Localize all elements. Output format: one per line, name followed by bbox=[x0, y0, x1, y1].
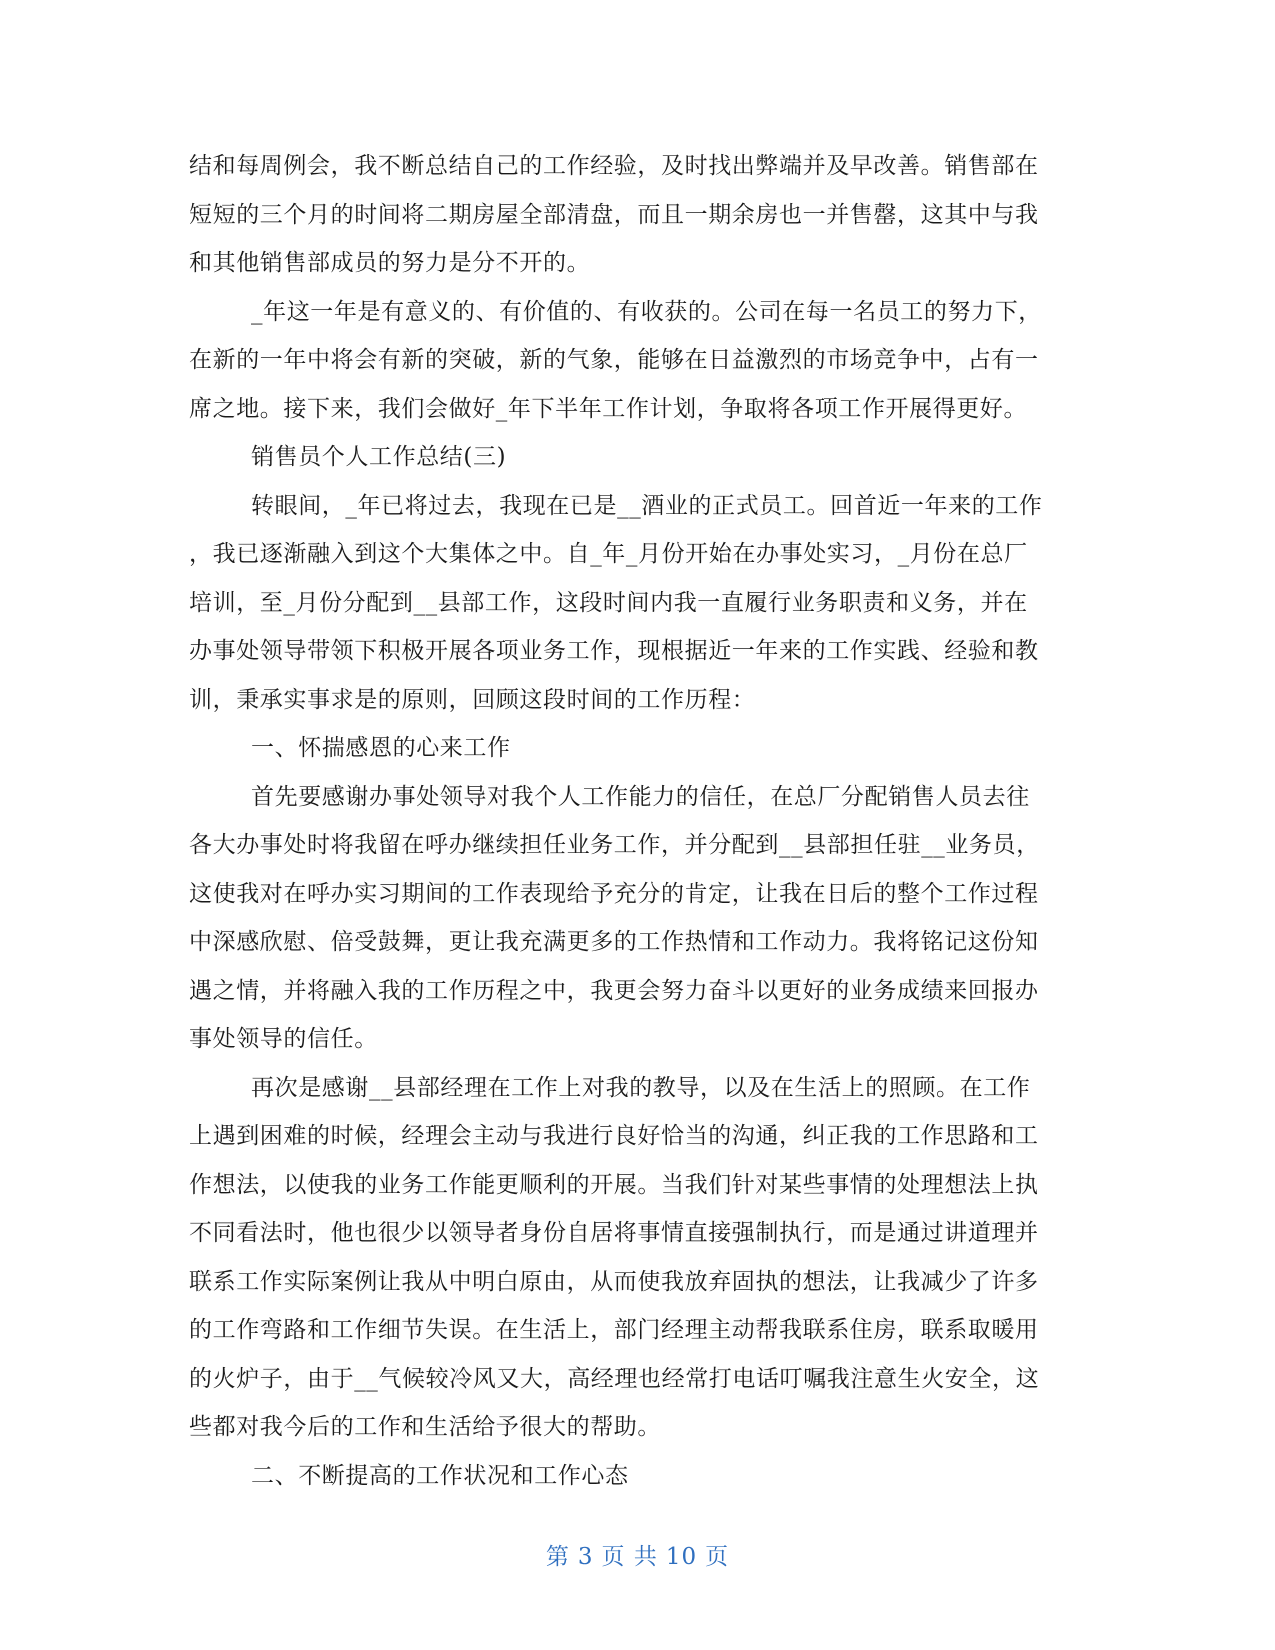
text-line: _年这一年是有意义的、有价值的、有收获的。公司在每一名员工的努力下， bbox=[251, 298, 1042, 325]
footer-current-page: 3 bbox=[577, 1544, 594, 1570]
text-line: 作想法，以使我的业务工作能更顺利的开展。当我们针对某些事情的处理想法上执 bbox=[189, 1171, 1039, 1198]
text-line: 的工作弯路和工作细节失误。在生活上，部门经理主动帮我联系住房，联系取暖用 bbox=[189, 1317, 1039, 1343]
text-line: 些都对我今后的工作和生活给予很大的帮助。 bbox=[189, 1414, 661, 1440]
footer-prefix: 第 bbox=[545, 1544, 570, 1570]
text-line: 培训，至_月份分配到__县部工作，这段时间内我一直履行业务职责和义务，并在 bbox=[189, 589, 1028, 616]
text-line: 再次是感谢__县部经理在工作上对我的教导，以及在生活上的照顾。在工作 bbox=[251, 1074, 1031, 1101]
footer-total-word: 共 bbox=[633, 1544, 658, 1570]
text-line: 这使我对在呼办实习期间的工作表现给予充分的肯定，让我在日后的整个工作过程 bbox=[189, 880, 1039, 907]
paragraph bbox=[189, 724, 1092, 773]
paragraph bbox=[189, 433, 1092, 482]
text-line: 联系工作实际案例让我从中明白原由，从而使我放弃固执的想法，让我减少了许多 bbox=[189, 1268, 1039, 1295]
text-line: 的火炉子，由于__气候较冷风又大，高经理也经常打电话叮嘱我注意生火安全，这 bbox=[189, 1365, 1040, 1392]
text-line: 训，秉承实事求是的原则，回顾这段时间的工作历程： bbox=[189, 686, 756, 713]
text-line: 销售员个人工作总结(三) bbox=[251, 444, 507, 470]
text-line: 上遇到困难的时候，经理会主动与我进行良好恰当的沟通，纠正我的工作思路和工 bbox=[189, 1123, 1039, 1149]
paragraph bbox=[189, 482, 1092, 725]
paragraph bbox=[189, 288, 1092, 434]
text-line: 短短的三个月的时间将二期房屋全部清盘，而且一期余房也一并售罄，这其中与我 bbox=[189, 201, 1039, 228]
text-line: 不同看法时，他也很少以领导者身份自居将事情直接强制执行，而是通过讲道理并 bbox=[189, 1220, 1039, 1246]
text-line: 席之地。接下来，我们会做好_年下半年工作计划，争取将各项工作开展得更好。 bbox=[189, 395, 1028, 422]
paragraph bbox=[189, 1452, 1092, 1501]
paragraph bbox=[189, 773, 1092, 1064]
text-line: 事处领导的信任。 bbox=[189, 1026, 378, 1052]
text-line: 一、怀揣感恩的心来工作 bbox=[251, 735, 511, 761]
paragraph bbox=[189, 142, 1092, 288]
text-line: 办事处领导带领下积极开展各项业务工作，现根据近一年来的工作实践、经验和教 bbox=[189, 638, 1039, 664]
footer-page-word: 页 bbox=[601, 1544, 626, 1570]
text-line: 结和每周例会，我不断总结自己的工作经验，及时找出弊端并及早改善。销售部在 bbox=[189, 153, 1039, 179]
text-line: 中深感欣慰、倍受鼓舞，更让我充满更多的工作热情和工作动力。我将铭记这份知 bbox=[189, 929, 1039, 955]
text-line: 首先要感谢办事处领导对我个人工作能力的信任，在总厂分配销售人员去往 bbox=[251, 783, 1030, 810]
document-body bbox=[189, 142, 1092, 1500]
footer-suffix: 页 bbox=[705, 1544, 730, 1570]
text-line: 在新的一年中将会有新的突破，新的气象，能够在日益激烈的市场竞争中，占有一 bbox=[189, 347, 1039, 373]
text-line: 二、不断提高的工作状况和工作心态 bbox=[251, 1462, 629, 1489]
text-line: 转眼间，_年已将过去，我现在已是__酒业的正式员工。回首近一年来的工作 bbox=[251, 492, 1043, 519]
footer-total-pages: 10 bbox=[665, 1544, 698, 1570]
text-line: 遇之情，并将融入我的工作历程之中，我更会努力奋斗以更好的业务成绩来回报办 bbox=[189, 977, 1039, 1004]
text-line: 各大办事处时将我留在呼办继续担任业务工作，并分配到__县部担任驻__业务员， bbox=[189, 832, 1040, 858]
text-line: 和其他销售部成员的努力是分不开的。 bbox=[189, 250, 591, 276]
text-line: ，我已逐渐融入到这个大集体之中。自_年_月份开始在办事处实习，_月份在总厂 bbox=[189, 541, 1028, 567]
paragraph bbox=[189, 1064, 1092, 1452]
page-footer bbox=[0, 1538, 1275, 1571]
